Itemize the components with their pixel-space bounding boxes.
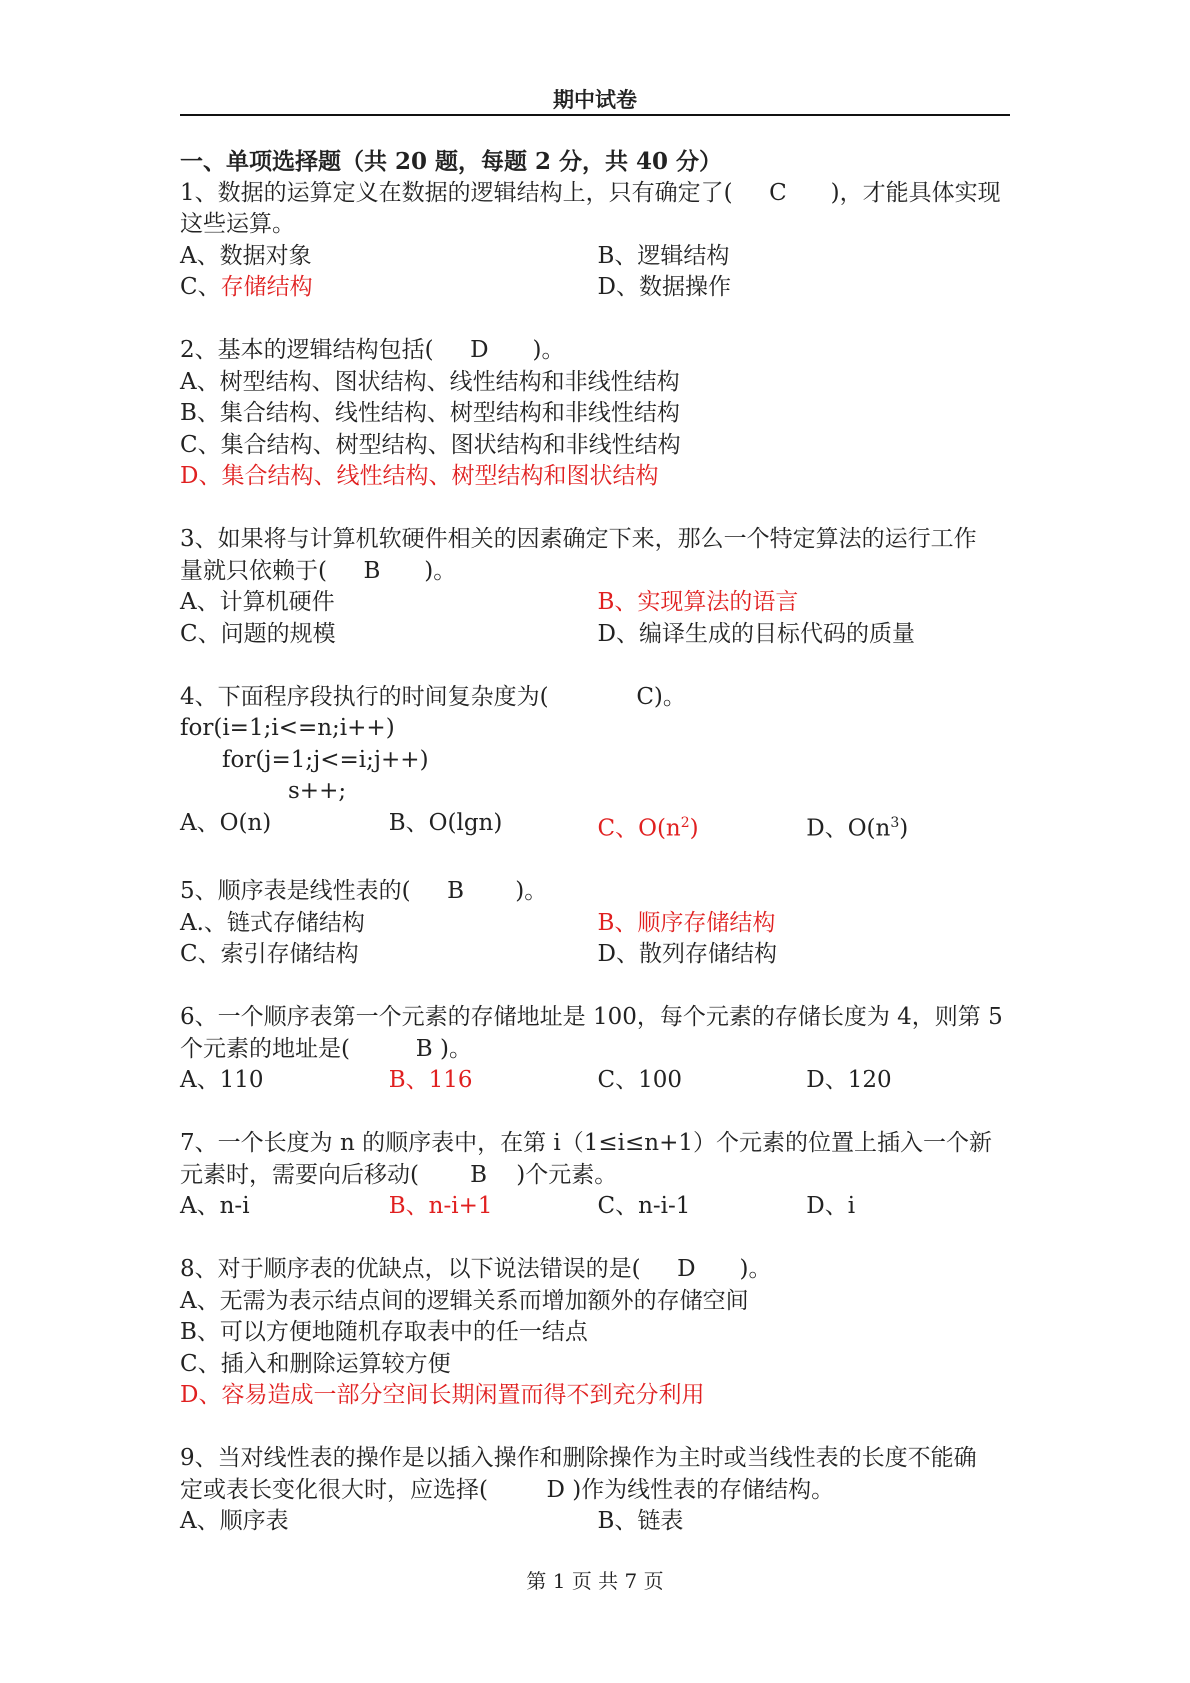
q5-option-b-answer: B、顺序存储结构	[597, 909, 776, 936]
q6-option-d: D、120	[806, 1067, 892, 1094]
q5-option-a: A.、链式存储结构	[180, 909, 365, 936]
q4-option-d-base: D、O(n	[806, 815, 891, 842]
q2-option-a: A、树型结构、图状结构、线性结构和非线性结构	[180, 368, 680, 395]
q4-option-c-sup: 2	[680, 814, 690, 831]
q4-options-row	[180, 808, 1015, 845]
q7-option-d: D、i	[806, 1193, 856, 1220]
q4-option-c-end: )	[689, 815, 699, 842]
q5-option-d: D、散列存储结构	[597, 941, 777, 968]
q9-options-row1	[180, 1506, 1015, 1538]
q9-stem-line2: 定或表长变化很大时，应选择( D )作为线性表的存储结构。	[180, 1476, 835, 1503]
q7-option-a: A、n-i	[180, 1193, 250, 1220]
q1-option-d: D、数据操作	[597, 274, 731, 300]
q9-option-b: B、链表	[597, 1508, 684, 1535]
q1-option-c	[180, 272, 598, 304]
q7-stem-line2: 元素时，需要向后移动( B )个元素。	[180, 1161, 618, 1188]
section-title: 一、单项选择题（共 20 题，每题 2 分，共 40 分）	[180, 148, 723, 175]
q1-stem-line1: 1、数据的运算定义在数据的逻辑结构上，只有确定了( C )，才能具体实现	[180, 179, 1001, 206]
q4-stem: 4、下面程序段执行的时间复杂度为( C)。	[180, 683, 686, 710]
q6-option-c: C、100	[597, 1067, 682, 1094]
exam-content	[180, 146, 1015, 1538]
q7-stem-line1: 7、一个长度为 n 的顺序表中，在第 i（1≤i≤n+1）个元素的位置上插入一个新	[180, 1130, 992, 1157]
q1-option-c-answer: 存储结构	[220, 274, 313, 300]
q6-option-b-answer: B、116	[388, 1067, 473, 1094]
q3-option-c: C、问题的规模	[180, 620, 336, 647]
q8-stem: 8、对于顺序表的优缺点，以下说法错误的是( D )。	[180, 1256, 772, 1283]
q3-stem-line1: 3、如果将与计算机软硬件相关的因素确定下来，那么一个特定算法的运行工作	[180, 526, 977, 552]
q4-option-c-answer	[598, 808, 807, 845]
q5-stem: 5、顺序表是线性表的( B )。	[180, 878, 548, 905]
q7-options-row	[180, 1191, 1015, 1223]
q1-stem-line2: 这些运算。	[180, 211, 295, 237]
q3-stem-line2: 量就只依赖于( B )。	[180, 557, 457, 584]
q4-code-line3: s++;	[288, 778, 347, 804]
q7-option-c: C、n-i-1	[597, 1193, 691, 1220]
q4-option-a: A、O(n)	[180, 809, 272, 836]
q4-option-c-base: C、O(n	[597, 815, 681, 842]
q4-code-line2: for(j=1;j<=i;j++)	[222, 746, 429, 773]
q3-option-b-answer: B、实现算法的语言	[597, 589, 799, 615]
q1-option-c-prefix: C、	[180, 274, 221, 300]
q3-options-row2	[180, 619, 1015, 651]
q4-option-d	[806, 808, 1015, 845]
q8-option-c: C、插入和删除运算较方便	[180, 1350, 451, 1377]
page-header-title: 期中试卷	[553, 87, 637, 112]
q2-stem: 2、基本的逻辑结构包括( D )。	[180, 337, 565, 363]
q3-option-a: A、计算机硬件	[180, 589, 335, 615]
q7-option-b-answer: B、n-i+1	[388, 1193, 493, 1220]
q3-option-d: D、编译生成的目标代码的质量	[597, 620, 915, 647]
q5-options-row2	[180, 939, 1015, 971]
q1-options-row1	[180, 241, 1015, 273]
q6-option-a: A、110	[180, 1067, 264, 1094]
q4-option-d-end: )	[899, 815, 909, 842]
q1-option-a: A、数据对象	[180, 242, 312, 269]
page-footer: 第 1 页 共 7 页	[526, 1569, 664, 1593]
q9-option-a: A、顺序表	[180, 1508, 289, 1535]
q6-options-row	[180, 1065, 1015, 1097]
q4-option-b: B、O(lgn)	[388, 809, 503, 836]
q8-option-b: B、可以方便地随机存取表中的任一结点	[180, 1319, 588, 1346]
q1-options-row2	[180, 272, 1015, 304]
q5-options-row1	[180, 908, 1015, 940]
header-divider	[180, 114, 1010, 116]
q1-option-b: B、逻辑结构	[597, 242, 730, 269]
q2-option-d-answer: D、集合结构、线性结构、树型结构和图状结构	[180, 463, 659, 489]
q6-stem-line2: 个元素的地址是( B )。	[180, 1035, 472, 1062]
q4-option-d-sup: 3	[890, 814, 900, 831]
q5-option-c: C、索引存储结构	[180, 941, 359, 968]
q2-option-c: C、集合结构、树型结构、图状结构和非线性结构	[180, 431, 681, 458]
q6-stem-line1: 6、一个顺序表第一个元素的存储地址是 100，每个元素的存储长度为 4，则第 5	[180, 1004, 1003, 1031]
q2-option-b: B、集合结构、线性结构、树型结构和非线性结构	[180, 400, 680, 426]
q4-code-line1: for(i=1;i<=n;i++)	[180, 715, 395, 741]
q9-stem-line1: 9、当对线性表的操作是以插入操作和删除操作为主时或当线性表的长度不能确	[180, 1445, 977, 1472]
q3-options-row1	[180, 587, 1015, 619]
q8-option-a: A、无需为表示结点间的逻辑关系而增加额外的存储空间	[180, 1287, 749, 1314]
q8-option-d-answer: D、容易造成一部分空间长期闲置而得不到充分利用	[180, 1382, 705, 1409]
